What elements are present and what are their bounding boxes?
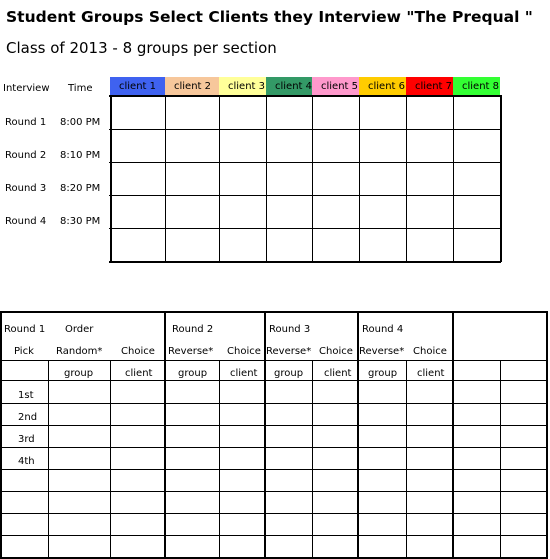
round4-header: Round 4	[362, 324, 404, 335]
picks-row-line	[0, 535, 548, 536]
schedule-row-line	[109, 162, 501, 163]
interview-header: Interview	[3, 83, 50, 94]
picks-row-line	[0, 360, 548, 361]
picks-section-line	[452, 311, 454, 559]
time-label: 8:00 PM	[60, 117, 101, 128]
client-header-4: client 4	[266, 77, 312, 95]
reverse-header: Reverse*	[168, 346, 214, 357]
picks-row-line	[0, 311, 548, 313]
round-label: Round 3	[5, 183, 47, 194]
picks-row-line	[0, 513, 548, 514]
round2-header: Round 2	[172, 324, 214, 335]
client-subheader: client	[125, 368, 153, 379]
schedule-col-line	[500, 95, 502, 262]
time-header: Time	[68, 83, 93, 94]
round-label: Round 1	[5, 117, 47, 128]
picks-col-line	[312, 360, 313, 558]
picks-row-line	[0, 403, 548, 404]
reverse-header: Reverse*	[266, 346, 312, 357]
place-label: 2nd	[18, 412, 38, 423]
picks-col-line	[48, 360, 49, 558]
schedule-col-line	[359, 95, 360, 262]
place-label: 4th	[18, 456, 35, 467]
group-subheader: group	[274, 368, 304, 379]
client-subheader: client	[230, 368, 258, 379]
client-header-5: client 5	[312, 77, 359, 95]
choice-header: Choice	[227, 346, 261, 357]
schedule-col-line	[453, 95, 454, 262]
picks-col-line	[219, 360, 220, 558]
page-title: Student Groups Select Clients they Interview "The Prequal "	[6, 8, 533, 26]
choice-header: Choice	[319, 346, 353, 357]
picks-section-line	[164, 311, 166, 559]
schedule-col-line	[406, 95, 407, 262]
picks-section-line	[357, 311, 359, 559]
group-subheader: group	[178, 368, 208, 379]
picks-section-line	[264, 311, 266, 559]
picks-row-line	[0, 469, 548, 470]
picks-row-line	[0, 447, 548, 448]
picks-section-line	[546, 311, 548, 559]
client-subheader: client	[324, 368, 352, 379]
group-subheader: group	[64, 368, 94, 379]
round-label: Round 2	[5, 150, 47, 161]
choice-header: Choice	[121, 346, 155, 357]
random-header: Random*	[56, 346, 103, 357]
client-header-6: client 6	[359, 77, 406, 95]
schedule-col-line	[312, 95, 313, 262]
time-label: 8:30 PM	[60, 216, 101, 227]
place-label: 1st	[18, 390, 34, 401]
page-subtitle: Class of 2013 - 8 groups per section	[6, 39, 277, 57]
client-header-8: client 8	[453, 77, 500, 95]
group-subheader: group	[368, 368, 398, 379]
time-label: 8:20 PM	[60, 183, 101, 194]
reverse-header: Reverse*	[359, 346, 405, 357]
round-label: Round 4	[5, 216, 47, 227]
picks-row-line	[0, 380, 548, 381]
client-header-2: client 2	[165, 77, 219, 95]
picks-col-line	[406, 360, 407, 558]
client-subheader: client	[417, 368, 445, 379]
client-header-1: client 1	[110, 77, 165, 95]
schedule-col-line	[165, 95, 166, 262]
schedule-col-line	[110, 95, 112, 262]
client-header-7: client 7	[406, 77, 453, 95]
schedule-row-line	[109, 228, 501, 229]
schedule-row-line	[109, 95, 501, 97]
schedule-row-line	[109, 261, 501, 263]
picks-row-line	[0, 425, 548, 426]
place-label: 3rd	[18, 434, 35, 445]
pick-header: Pick	[14, 346, 34, 357]
picks-col-line	[110, 360, 111, 558]
round1-header: Round 1	[4, 324, 46, 335]
picks-row-line	[0, 491, 548, 492]
time-label: 8:10 PM	[60, 150, 101, 161]
schedule-col-line	[219, 95, 220, 262]
picks-col-line	[500, 360, 501, 558]
choice-header: Choice	[413, 346, 447, 357]
client-header-3: client 3	[219, 77, 266, 95]
order-header: Order	[65, 324, 94, 335]
schedule-row-line	[109, 129, 501, 130]
schedule-col-line	[266, 95, 267, 262]
picks-section-line	[0, 311, 2, 559]
schedule-row-line	[109, 195, 501, 196]
round3-header: Round 3	[269, 324, 311, 335]
